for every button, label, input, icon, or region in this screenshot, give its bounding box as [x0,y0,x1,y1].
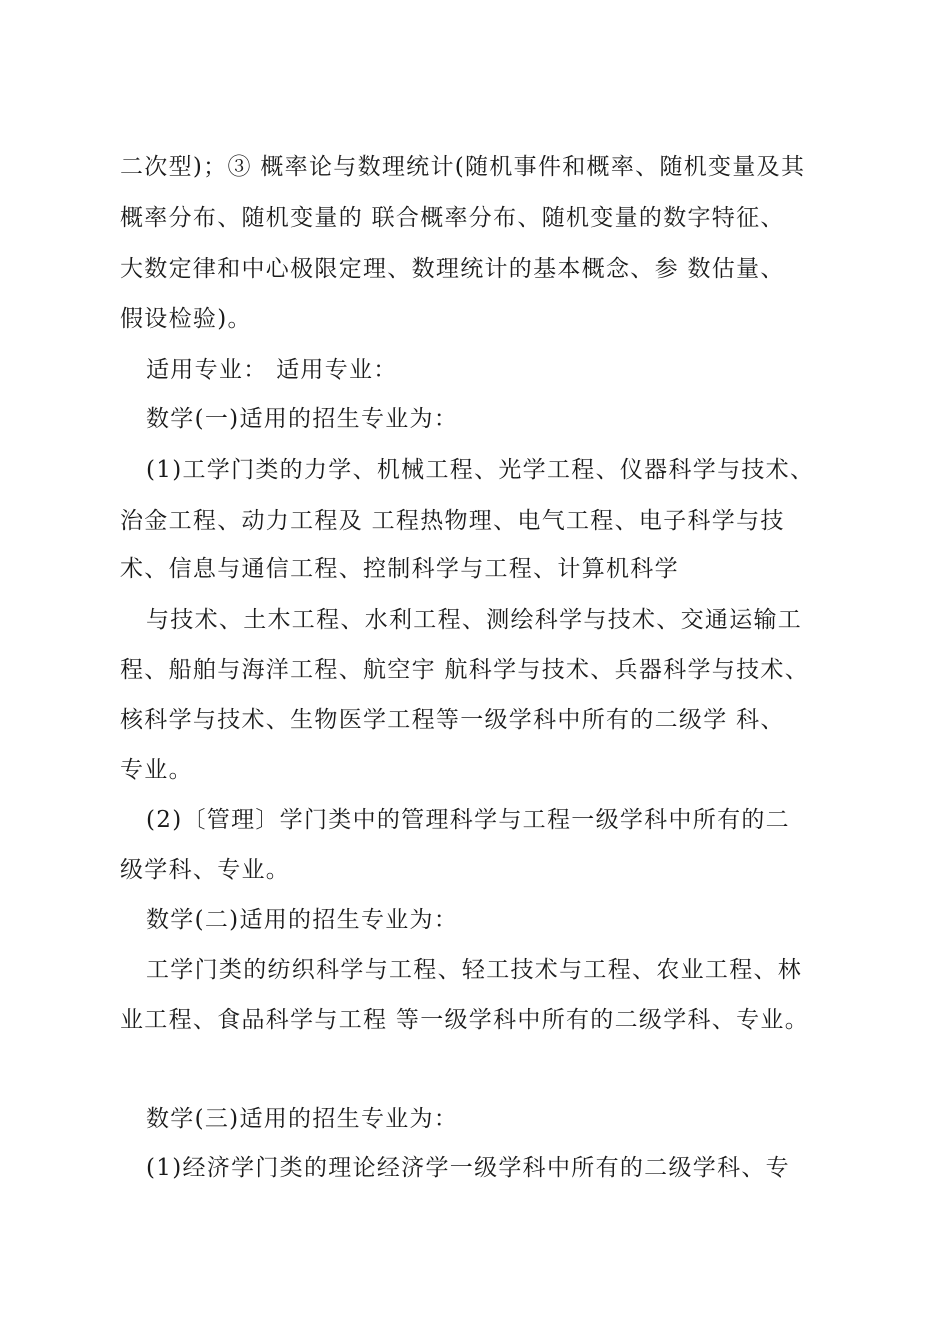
text-line-10: 与技术、土木工程、水利工程、测绘科学与技术、交通运输工 [146,607,803,633]
text-line-11: 程、船舶与海洋工程、航空宇 航科学与技术、兵器科学与技术、 [120,657,810,683]
text-line-12: 核科学与技术、生物医学工程等一级学科中所有的二级学 科、 [120,707,785,733]
text-line-2: 概率分布、随机变量的 联合概率分布、随机变量的数字特征、 [120,205,785,231]
text-line-13: 专业。 [120,757,193,783]
math-two-heading: 数学(二)适用的招生专业为： [146,907,459,933]
text-line-15: 级学科、专业。 [120,857,291,883]
text-line-8: 治金工程、动力工程及 工程热物理、电气工程、电子科学与技 [120,508,785,534]
text-line-4: 假设检验)。 [120,306,252,332]
text-line-17: 工学门类的纺织科学与工程、轻工技术与工程、农业工程、林 [146,957,803,983]
text-line-1: 二次型)；③ 概率论与数理统计(随机事件和概率、随机变量及其 [120,154,806,180]
text-line-9: 术、信息与通信工程、控制科学与工程、计算机科学 [120,556,679,582]
text-line-3: 大数定律和中心极限定理、数理统计的基本概念、参 数估量、 [120,256,785,282]
section-heading-applicable-majors: 适用专业： 适用专业： [146,357,398,383]
text-line-14: (2)〔管理〕学门类中的管理科学与工程一级学科中所有的二 [146,807,790,833]
math-one-heading: 数学(一)适用的招生专业为： [146,406,459,432]
text-line-20: (1)经济学门类的理论经济学一级学科中所有的二级学科、专 [146,1155,790,1181]
math-three-heading: 数学(三)适用的招生专业为： [146,1106,459,1132]
text-line-18: 业工程、食品科学与工程 等一级学科中所有的二级学科、专业。 [120,1007,810,1033]
text-line-7: (1)工学门类的力学、机械工程、光学工程、仪器科学与技术、 [146,457,815,483]
